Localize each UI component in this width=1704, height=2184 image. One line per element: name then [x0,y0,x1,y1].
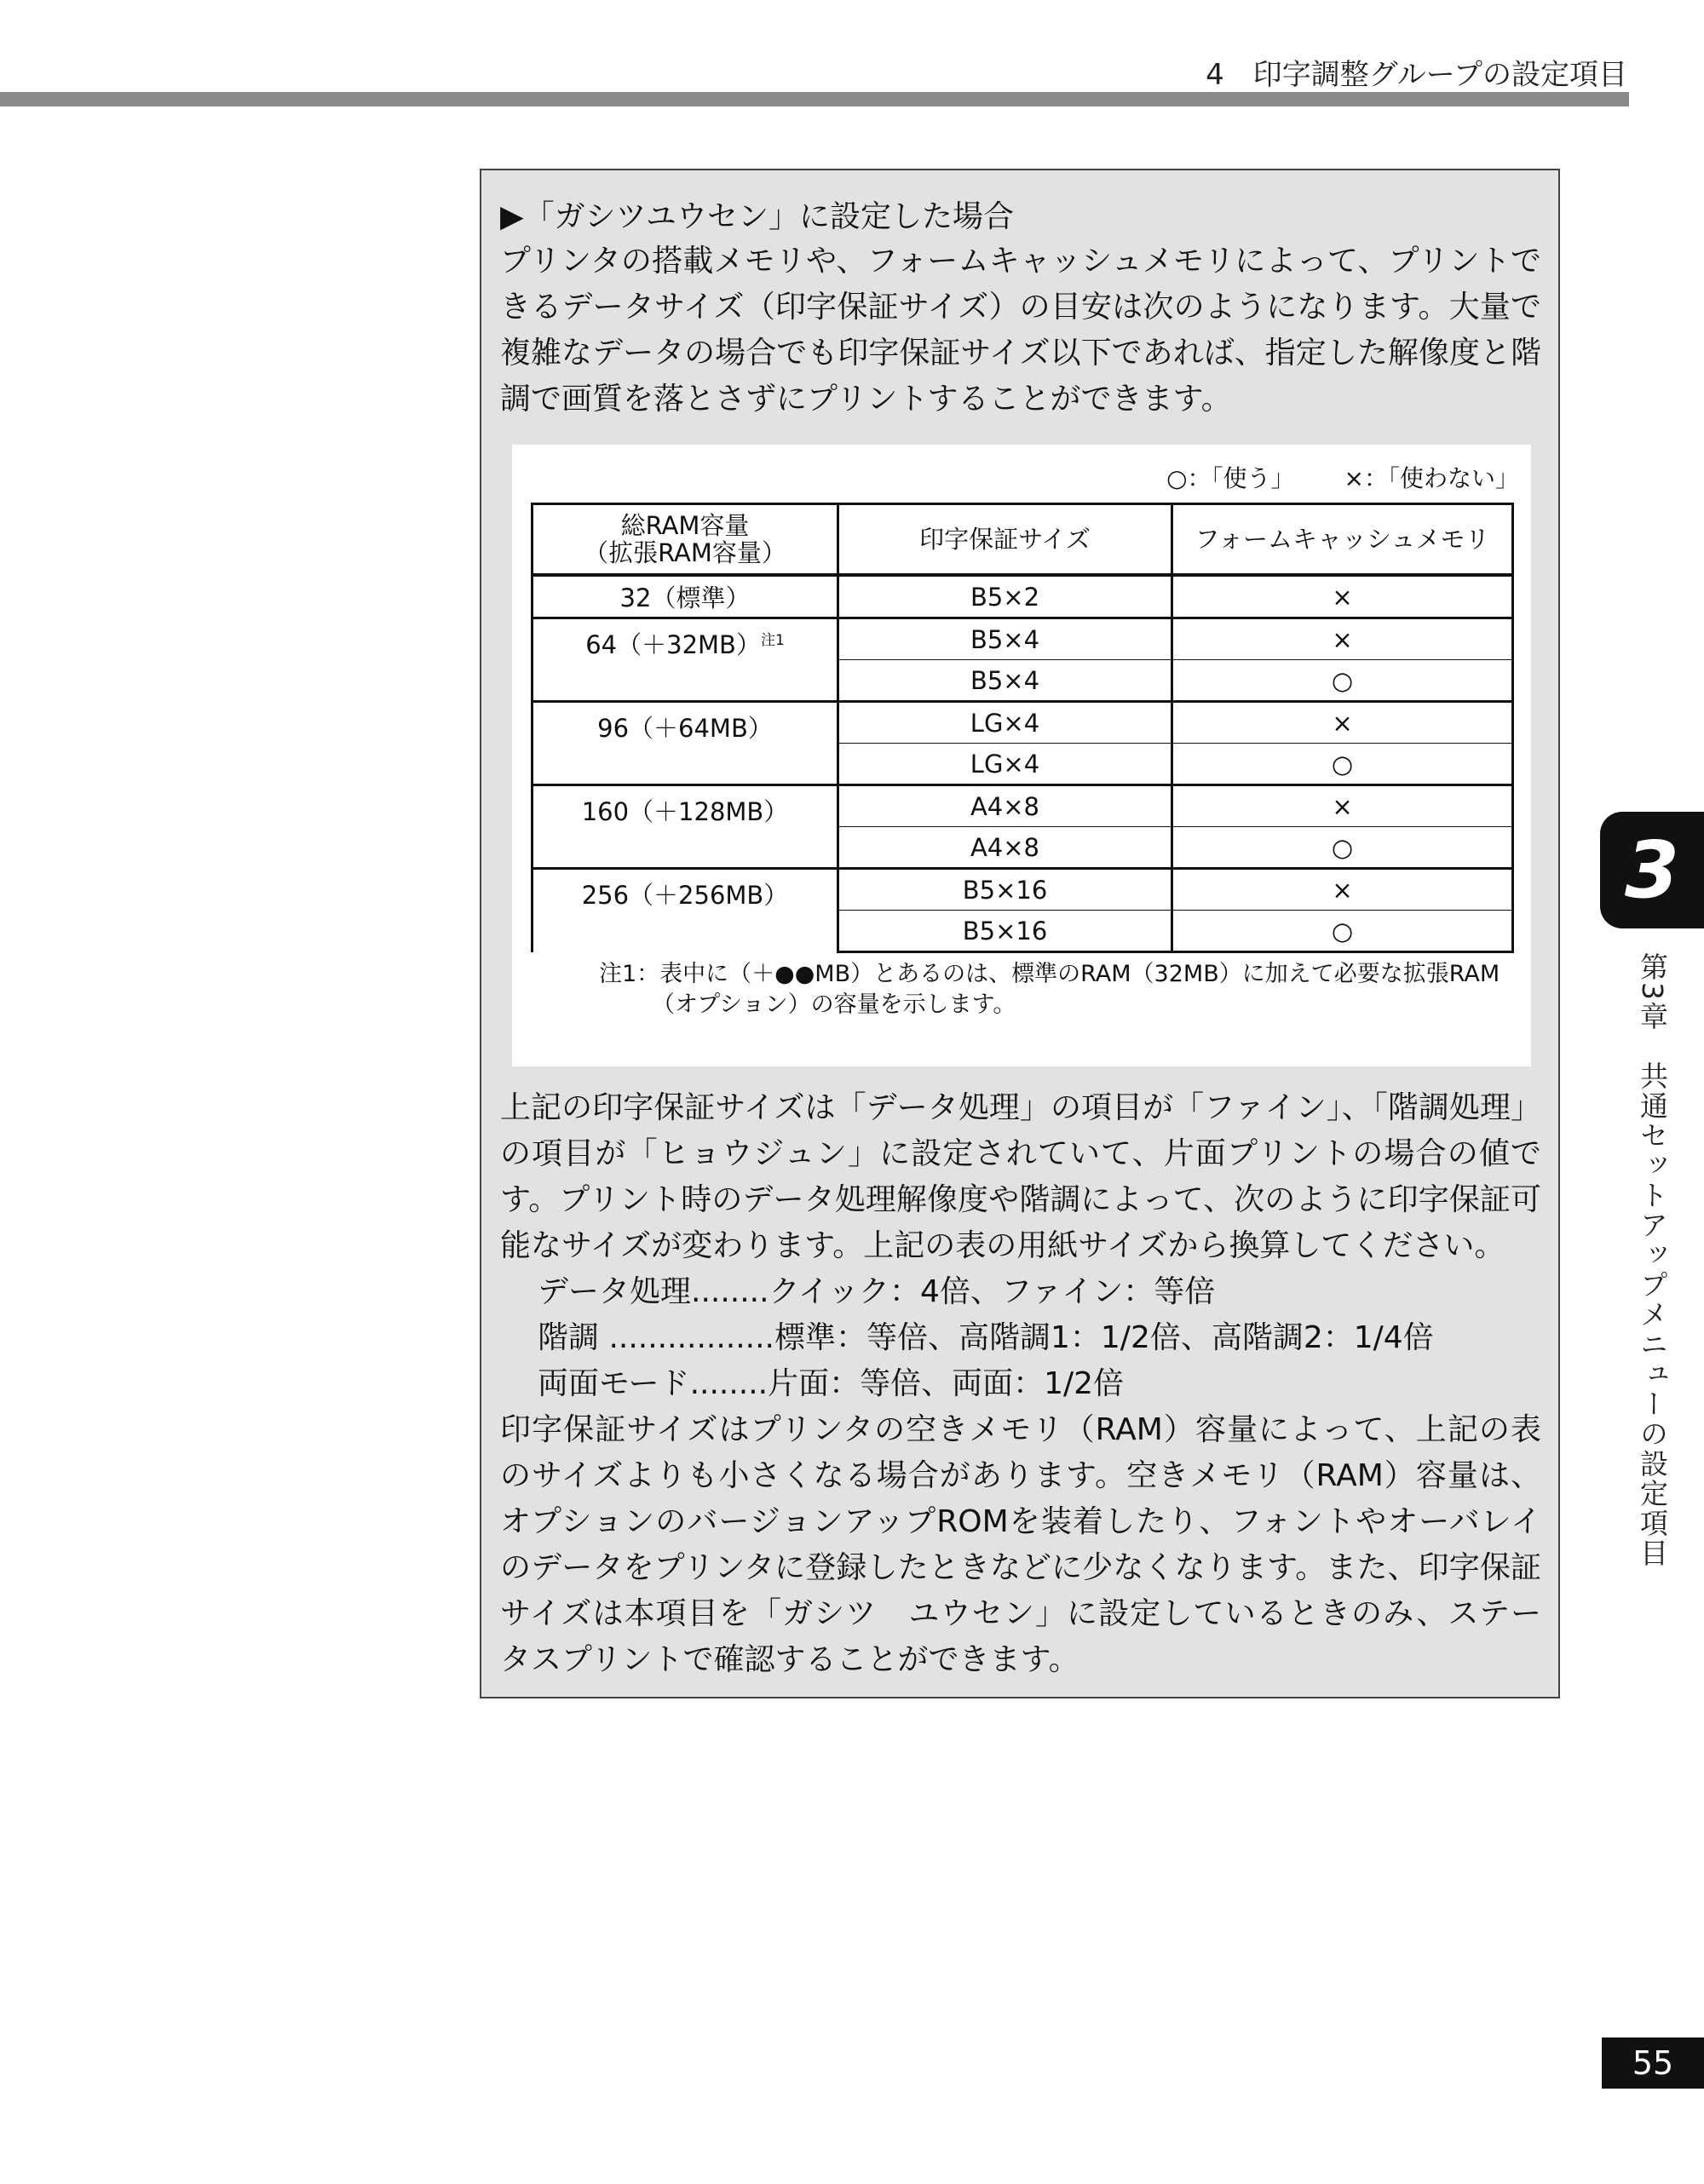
table-footnote [599,959,1519,1020]
header-size: 印字保証サイズ [838,504,1172,576]
size-cell: LG×4 [838,702,1172,744]
conversion-value: 標準：等倍、高階調1：1/2倍、高階調2：1/4倍 [774,1320,1434,1355]
chapter-vertical-label: 第3章 共通セットアップメニューの設定項目 [1636,952,1669,1568]
table-panel [512,445,1531,1066]
page-number: 55 [1602,2037,1704,2089]
cache-cell: × [1172,618,1513,660]
footnote-marker: 注1 [760,632,785,649]
cache-cell: ○ [1172,744,1513,785]
cache-cell: × [1172,869,1513,911]
list-item [538,1269,1434,1315]
legend-use: ○：「使う」 [1166,464,1295,492]
size-cell: B5×2 [838,575,1172,618]
cache-cell: ○ [1172,660,1513,702]
conditions-paragraph: 上記の印字保証サイズは「データ処理」の項目が「ファイン」、「階調処理」の項目が「ヒョウジュン」に設定されていて、片面プリントの場合の値です。プリント時のデータ処理解像度や階調によって、次のように印字保証可能なサイズが変わります。上記の表の用紙サイズから換算してください。 [500,1090,1541,1263]
header-ram-line1: 総RAM容量 [620,511,750,540]
print-guarantee-table [531,503,1514,953]
conversion-value: 片面：等倍、両面：1/2倍 [768,1366,1125,1401]
header-rule [0,92,1629,106]
list-item [538,1361,1434,1407]
header-ram [532,504,838,576]
ram-cell: 160（＋128MB） [532,785,838,869]
cache-cell: × [1172,575,1513,618]
footnote-line2: （オプション）の容量を示します。 [652,991,1016,1018]
header-cache: フォームキャッシュメモリ [1172,504,1513,576]
footnote-line1: 注1：表中に（＋●●MB）とあるのは、標準のRAM（32MB）に加えて必要な拡張RAM [599,961,1500,987]
size-cell: B5×4 [838,660,1172,702]
size-cell: B5×4 [838,618,1172,660]
ram-cell: 96（＋64MB） [532,702,838,785]
note-heading: ▶「ガシツユウセン」に設定した場合 [500,199,1014,234]
size-cell: B5×16 [838,869,1172,911]
conversion-label: データ処理 [538,1274,692,1309]
intro-paragraph: プリンタの搭載メモリや、フォームキャッシュメモリによって、プリントできるデータサイズ（印字保証サイズ）の目安は次のようになります。大量で複雑なデータの場合でも印字保証サイズ以下であれば、指定した解像度と階調で画質を落とさずにプリントすることができます。 [500,244,1541,417]
ram-cell [532,618,838,702]
ram-cell: 32（標準） [532,575,838,618]
conversion-value: クイック：4倍、ファイン：等倍 [769,1274,1216,1309]
cache-cell: ○ [1172,827,1513,869]
conversion-leader: ................. [599,1320,774,1355]
conversion-leader: ........ [691,1274,769,1309]
table-row [532,785,1513,827]
chapter-tab: 3 [1600,812,1704,928]
running-header-title: 4 印字調整グループの設定項目 [1206,58,1627,92]
ram-cell: 256（＋256MB） [532,869,838,952]
size-cell: LG×4 [838,744,1172,785]
table-row [532,869,1513,911]
list-item [538,1315,1434,1361]
ram-value: 64（＋32MB） [585,630,761,659]
conversion-list [538,1269,1434,1407]
table-row [532,702,1513,744]
size-cell: B5×16 [838,911,1172,952]
conversion-label: 階調 [538,1320,600,1355]
cache-cell: × [1172,785,1513,827]
conversion-label: 両面モード [538,1366,690,1401]
size-cell: A4×8 [838,827,1172,869]
table-legend [1166,460,1519,494]
legend-not-use: ×：「使わない」 [1344,464,1519,492]
table-row [532,618,1513,660]
cache-cell: × [1172,702,1513,744]
size-cell: A4×8 [838,785,1172,827]
cache-cell: ○ [1172,911,1513,952]
conversion-leader: ........ [689,1366,769,1401]
note-box [480,169,1560,1698]
header-ram-line2: （拡張RAM容量） [584,538,786,567]
memory-paragraph: 印字保証サイズはプリンタの空きメモリ（RAM）容量によって、上記の表のサイズよりも小さくなる場合があります。空きメモリ（RAM）容量は、オプションのバージョンアップROMを装着したり、フォントやオーバレイのデータをプリンタに登録したときなどに少なくなります。また、印字保証サイズは本項目を「ガシツ ユウセン」に設定しているときのみ、ステータスプリントで確認することができます。 [500,1412,1541,1677]
table-row [532,575,1513,618]
